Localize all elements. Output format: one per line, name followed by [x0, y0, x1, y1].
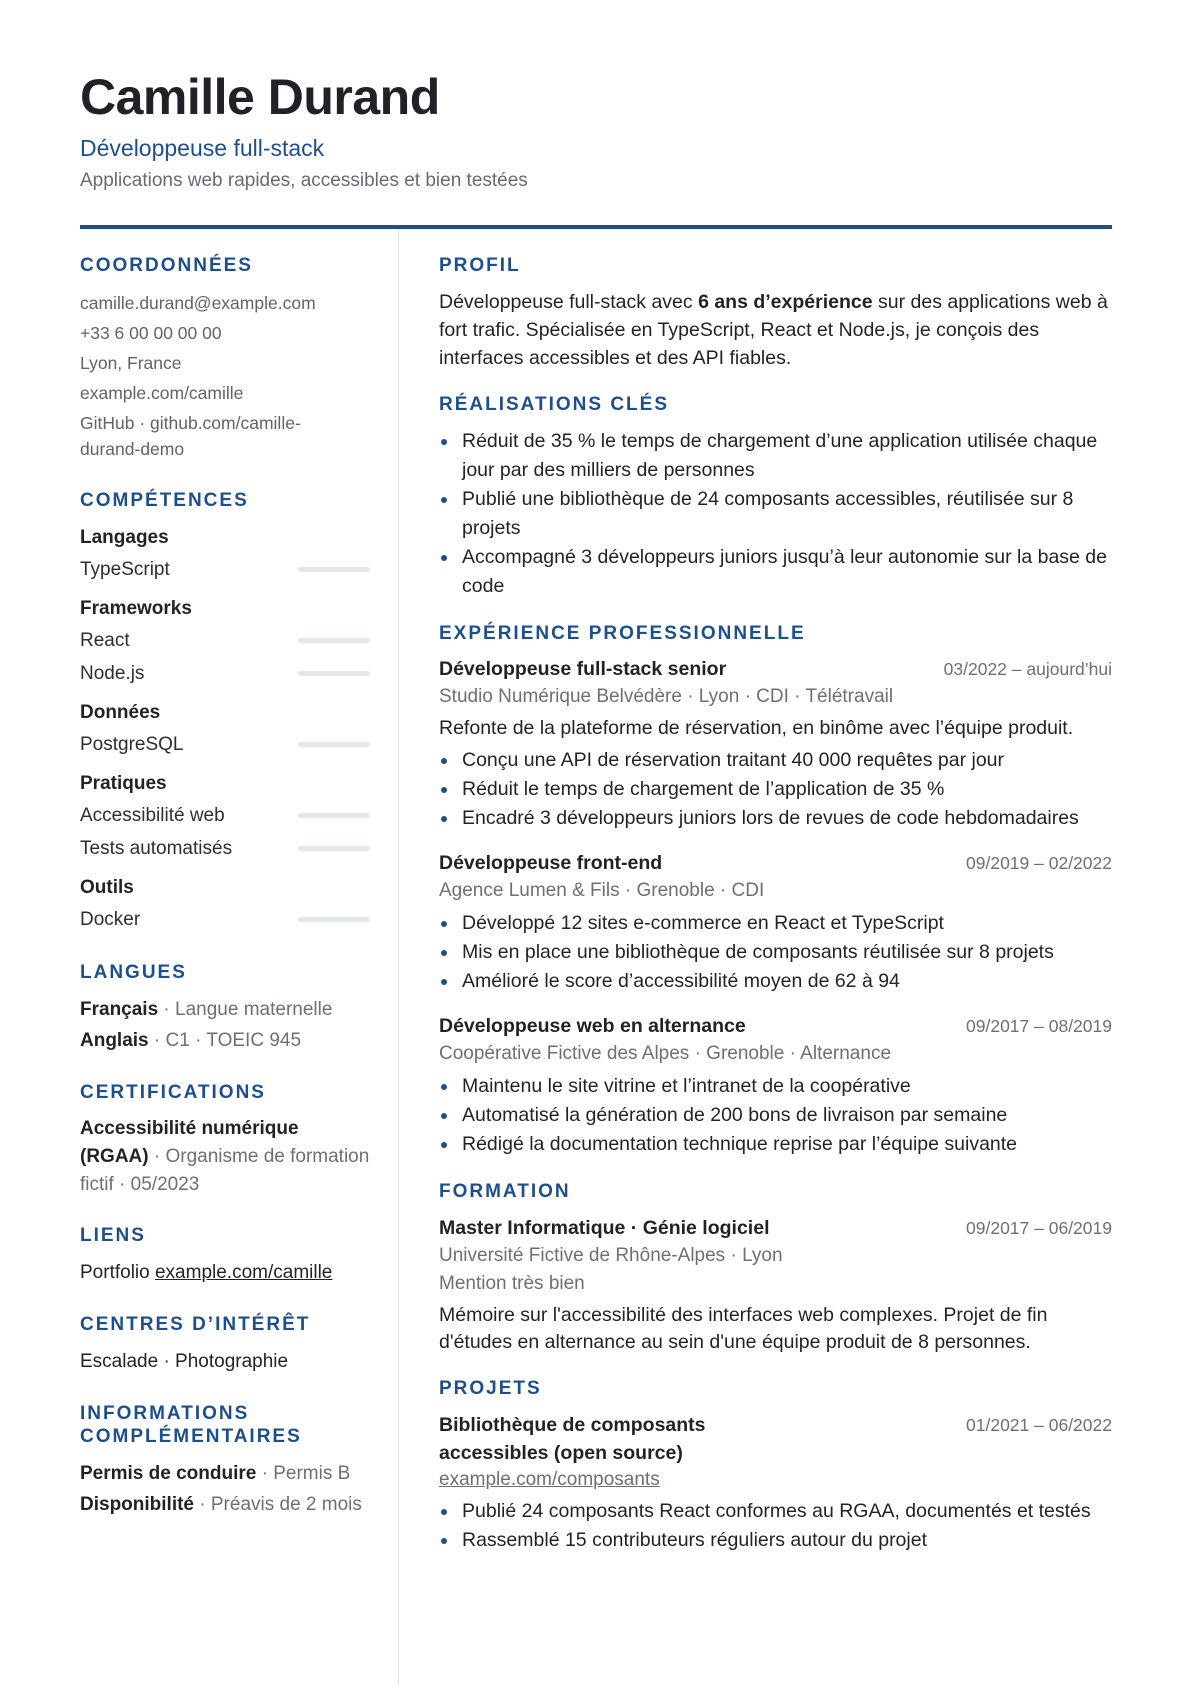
achievements-list: [439, 427, 1112, 601]
skill-level-bar: [298, 567, 370, 572]
language-level: · Langue maternelle: [158, 999, 333, 1021]
job-bullets: [439, 909, 1112, 996]
job-header: [439, 849, 1112, 877]
skill-label: Node.js: [80, 662, 145, 684]
list-item: Rassemblé 15 contributeurs réguliers autour du projet: [439, 1526, 1112, 1555]
candidate-name: Camille Durand: [80, 69, 440, 125]
candidate-role: Développeuse full-stack: [80, 135, 325, 161]
info-label: Permis de conduire: [80, 1463, 257, 1485]
interests-section: [80, 1314, 370, 1377]
experience-section: [439, 623, 1112, 1160]
header-divider: [80, 225, 1112, 229]
skill-row: [80, 799, 370, 832]
skill-group-name: Pratiques: [80, 772, 167, 794]
certifications-title: CERTIFICATIONS: [80, 1082, 266, 1104]
info-value: · Préavis de 2 mois: [194, 1494, 362, 1516]
list-item: Encadré 3 développeurs juniors lors de revues de code hebdomadaires: [439, 804, 1112, 833]
contact-location: Lyon, France: [80, 352, 182, 373]
list-item: Maintenu le site vitrine et l’intranet de la coopérative: [439, 1072, 1112, 1101]
project-name: Bibliothèque de composants accessibles (open source): [439, 1413, 706, 1464]
contact-section: [80, 255, 370, 464]
language-row: [80, 994, 370, 1025]
skill-label: Accessibilité web: [80, 804, 225, 826]
left-column: [80, 255, 370, 1546]
skills-section: [80, 490, 370, 936]
resume-header: [80, 70, 1112, 192]
portfolio-label: Portfolio: [80, 1261, 150, 1283]
info-row: [80, 1458, 370, 1489]
job-org: Agence Lumen & Fils · Grenoble · CDI: [439, 880, 765, 902]
experience-title: EXPÉRIENCE PROFESSIONNELLE: [439, 622, 806, 644]
extra-info-section: [80, 1403, 370, 1521]
job-header: [439, 655, 1112, 683]
job-entry: [439, 849, 1112, 996]
contact-github-cont: durand-demo: [80, 438, 185, 459]
candidate-tagline: Applications web rapides, accessibles et bien testées: [80, 170, 528, 191]
list-item: Automatisé la génération de 200 bons de livraison par semaine: [439, 1101, 1112, 1130]
list-item: Accompagné 3 développeurs juniors jusqu’à leur autonomie sur la base de code: [439, 543, 1112, 601]
job-dates: 09/2019 – 02/2022: [966, 853, 1112, 874]
info-row: [80, 1489, 370, 1520]
projects-section: [439, 1378, 1112, 1555]
job-org: Coopérative Fictive des Alpes · Grenoble · Alternance: [439, 1043, 892, 1065]
info-value: · Permis B: [256, 1463, 351, 1485]
info-label: Disponibilité: [80, 1494, 194, 1516]
project-bullets: [439, 1497, 1112, 1555]
job-bullets: [439, 1072, 1112, 1159]
achievements-section: [439, 394, 1112, 601]
skill-label: TypeScript: [80, 558, 170, 580]
job-entry: [439, 655, 1112, 833]
education-header: [439, 1214, 1112, 1242]
skill-group-name: Outils: [80, 876, 134, 898]
skill-level-bar: [298, 813, 370, 818]
job-entry: [439, 1012, 1112, 1159]
languages-section: [80, 962, 370, 1057]
profile-text-start: Développeuse full-stack avec: [439, 290, 699, 313]
skill-row: [80, 832, 370, 865]
list-item: Amélioré le score d’accessibilité moyen de 62 à 94: [439, 967, 1112, 996]
contact-phone: +33 6 00 00 00 00: [80, 322, 222, 343]
achievements-title: RÉALISATIONS CLÉS: [439, 393, 669, 415]
profile-highlight: 6 ans d’expérience: [698, 290, 873, 313]
language-level: · C1 · TOEIC 945: [148, 1030, 302, 1052]
skill-label: React: [80, 629, 130, 651]
contact-title: COORDONNÉES: [80, 255, 253, 276]
job-header: [439, 1012, 1112, 1040]
project-header: [439, 1411, 1112, 1467]
skill-level-bar: [298, 638, 370, 643]
skill-row: [80, 657, 370, 690]
degree-mention: Mention très bien: [439, 1273, 585, 1295]
skill-group-name: Données: [80, 701, 161, 723]
skill-level-bar: [298, 917, 370, 922]
job-dates: 09/2017 – 08/2019: [966, 1016, 1112, 1037]
skill-label: Docker: [80, 908, 141, 930]
skill-level-bar: [298, 671, 370, 676]
job-title: Développeuse full-stack senior: [439, 658, 727, 681]
education-description: Mémoire sur l'accessibilité des interfaces web complexes. Projet de fin d'études en alternance au sein d'une équipe produit de 8 personnes.: [439, 1304, 1048, 1354]
contact-github: GitHub · github.com/camille-: [80, 412, 301, 433]
extra-info-title: INFORMATIONS COMPLÉMENTAIRES: [80, 1402, 302, 1447]
school-name: Université Fictive de Rhône-Alpes · Lyon: [439, 1245, 783, 1267]
job-dates: 03/2022 – aujourd’hui: [943, 659, 1112, 680]
skill-row: [80, 728, 370, 761]
portfolio-link-row: [80, 1258, 370, 1288]
skill-label: Tests automatisés: [80, 837, 233, 859]
right-column: [439, 255, 1112, 1577]
skill-row: [80, 553, 370, 586]
profile-title: PROFIL: [439, 255, 521, 276]
language-name: Anglais: [80, 1030, 149, 1052]
skill-level-bar: [298, 846, 370, 851]
skill-label: PostgreSQL: [80, 733, 184, 755]
profile-text-end: sur des applications web à fort trafic. Spécialisée en TypeScript, React et Node.js, je conçois des interfaces accessibles et des API fiables.: [439, 290, 1108, 369]
links-title: LIENS: [80, 1225, 146, 1247]
skill-group-name: Frameworks: [80, 597, 192, 619]
links-section: [80, 1225, 370, 1288]
job-description: Refonte de la plateforme de réservation, en binôme avec l’équipe produit.: [439, 717, 1074, 740]
project-link[interactable]: example.com/composants: [439, 1468, 660, 1490]
list-item: Publié une bibliothèque de 24 composants accessibles, réutilisée sur 8 projets: [439, 485, 1112, 543]
list-item: Mis en place une bibliothèque de composants réutilisée sur 8 projets: [439, 938, 1112, 967]
column-divider: [398, 230, 399, 1685]
certification-entry: [80, 1115, 370, 1199]
language-name: Français: [80, 999, 159, 1021]
job-title: Développeuse front-end: [439, 852, 663, 875]
profile-text: [439, 288, 1112, 372]
certification-detail: · Organisme de formation fictif · 05/2023: [80, 1146, 370, 1196]
certification-name: Accessibilité numérique (RGAA): [80, 1118, 299, 1168]
certifications-section: [80, 1082, 370, 1199]
portfolio-link[interactable]: example.com/camille: [154, 1261, 333, 1283]
degree-title: Master Informatique · Génie logiciel: [439, 1217, 770, 1240]
job-bullets: [439, 746, 1112, 833]
education-dates: 09/2017 – 06/2019: [966, 1218, 1112, 1239]
list-item: Réduit le temps de chargement de l’application de 35 %: [439, 775, 1112, 804]
profile-section: [439, 255, 1112, 372]
interests-title: CENTRES D’INTÉRÊT: [80, 1313, 311, 1335]
list-item: Publié 24 composants React conformes au RGAA, documentés et testés: [439, 1497, 1112, 1526]
job-org: Studio Numérique Belvédère · Lyon · CDI · Télétravail: [439, 686, 894, 708]
list-item: Conçu une API de réservation traitant 40 000 requêtes par jour: [439, 746, 1112, 775]
skills-title: COMPÉTENCES: [80, 489, 249, 511]
skill-group-name: Langages: [80, 526, 169, 548]
skill-row: [80, 903, 370, 936]
projects-title: PROJETS: [439, 1378, 542, 1400]
list-item: Réduit de 35 % le temps de chargement d’une application utilisée chaque jour par des milliers de personnes: [439, 427, 1112, 485]
list-item: Développé 12 sites e-commerce en React et TypeScript: [439, 909, 1112, 938]
contact-website: example.com/camille: [80, 382, 244, 403]
language-row: [80, 1025, 370, 1056]
skill-row: [80, 624, 370, 657]
job-title: Développeuse web en alternance: [439, 1015, 746, 1038]
skill-level-bar: [298, 742, 370, 747]
education-section: [439, 1181, 1112, 1356]
list-item: Rédigé la documentation technique reprise par l’équipe suivante: [439, 1130, 1112, 1159]
education-title: FORMATION: [439, 1181, 571, 1203]
interests-text: Escalade · Photographie: [80, 1350, 289, 1372]
contact-email: camille.durand@example.com: [80, 292, 316, 313]
project-dates: 01/2021 – 06/2022: [966, 1414, 1112, 1435]
languages-title: LANGUES: [80, 961, 187, 983]
